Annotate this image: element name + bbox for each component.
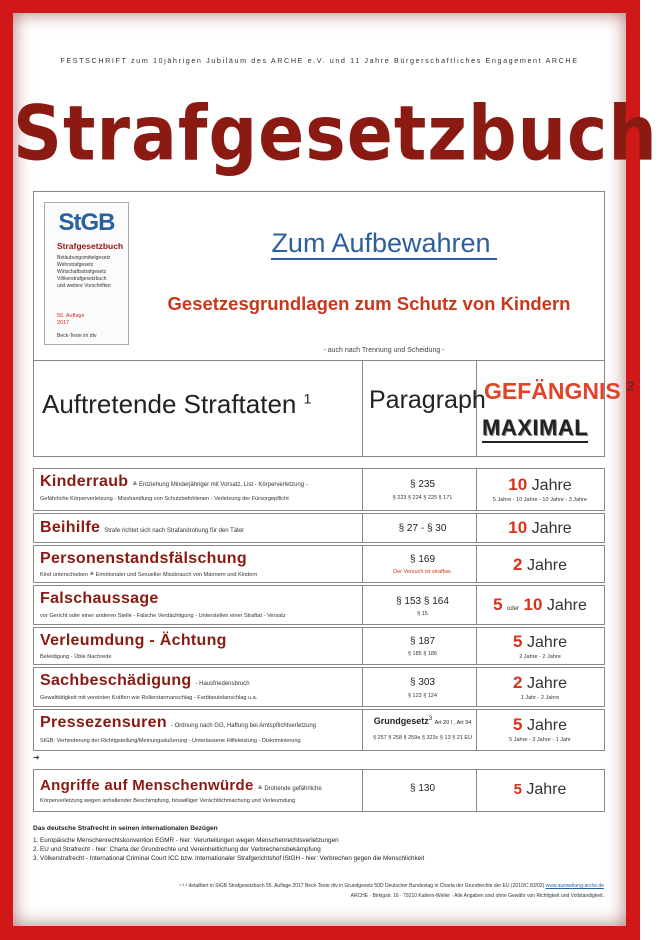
book-cover-image: [44, 202, 129, 345]
trennung-note: - auch nach Trennung und Scheidung -: [323, 347, 445, 354]
prison-years: 5 Jahre: [513, 715, 567, 734]
offense-row-sachbeschaedigung: [33, 667, 605, 707]
main-title: Strafgesetzbuch: [13, 90, 658, 179]
offenses-column-header: Auftretende Straftaten $^1$: [42, 389, 312, 419]
offense-desc: Beleidigung - Üble Nachrede: [40, 654, 112, 660]
paragraph-sub: § 223 § 224 § 225 § 171: [392, 495, 453, 501]
offense-row-kinderraub: [33, 468, 605, 511]
poster-sheet: [13, 13, 658, 926]
paragraph: § 187: [409, 636, 436, 647]
prison-years: 10 Jahre: [508, 475, 572, 494]
paragraph-sub: Der Versuch ist strafbar.: [393, 569, 452, 575]
paragraph: § 130: [409, 783, 436, 794]
book-publisher: Beck-Texte im dtv: [57, 333, 97, 339]
offense-row-verleumdung: [33, 627, 605, 665]
prison-years-sub: 5 Jahre - 10 Jahre - 10 Jahre - 3 Jahre: [492, 497, 588, 503]
offense-name: Personenstandsfälschung: [40, 550, 247, 567]
prison-years: 2 Jahre: [513, 555, 567, 574]
prison-years: 5 Jahre: [513, 632, 567, 651]
zum-aufbewahren-heading: Zum Aufbewahren: [184, 228, 584, 259]
paragraph: Grundgesetz$^3$ Art 20 I , Art 34: [373, 716, 472, 726]
prison-years-sub: 1 Jahr - 2 Jahre: [520, 695, 560, 701]
paragraph: § 169: [409, 554, 436, 565]
subtitle: Gesetzesgrundlagen zum Schutz von Kindern: [167, 293, 571, 314]
international-title: Das deutsche Strafrecht in seinen internationalen Bezügen: [33, 825, 218, 832]
prison-years-sub: 5 Jahre - 3 Jahre - 1 Jahr: [509, 737, 571, 743]
offense-name: Angriffe auf Menschenwürde ≙ Drohende gefährliche: [40, 777, 322, 794]
book-contents: Betäubungsmittelgesetz Wehrstrafgesetz Wirtschaftsstrafgesetz Völkerstrafgesetzbuch und weitere Vorschriften: [57, 255, 111, 289]
offense-desc: Körperverletzung wegen anhaltender Beschimpfung, böswilliger Verächtlichmachung und Verleumdung: [40, 798, 296, 804]
offense-row-pressezensuren: [33, 709, 605, 751]
website-link[interactable]: www.ausweitung-arche.de: [545, 883, 604, 889]
offense-name: Kinderraub ≙ Entziehung Minderjähriger mit Vorsatz, List - Körperverletzung -: [40, 473, 308, 490]
prison-years: 10 Jahre: [508, 518, 572, 537]
offense-name: Pressezensuren - Ordnung nach GG, Haftung bei Amtspflichtverletzung: [40, 714, 317, 731]
paragraph-sub: § 185 § 186: [407, 651, 438, 657]
prison-years: 5 Jahre: [513, 781, 567, 798]
offense-desc: Gefährliche Körperverletzung - Misshandlung von Schutzbefohlenen - Verletzung der Fürsorgepflicht: [40, 496, 289, 502]
maximal-label: MAXIMAL: [482, 415, 588, 443]
book-title: Strafgesetzbuch: [57, 241, 124, 251]
stgb-logo: StGB: [58, 209, 115, 236]
paragraph: § 303: [409, 677, 436, 688]
offense-name: Verleumdung - Ächtung: [40, 632, 227, 649]
paragraph-sub: § 15: [417, 611, 428, 617]
offense-desc: vor Gericht oder einer anderen Stelle - Falsche Verdächtigung - Unterstellen einer Straftat - Versatz: [40, 613, 286, 619]
arrow-icon: ➔: [33, 753, 40, 762]
international-item: 1. Europäische Menschenrechtskonvention EGMR - hier: Verurteilungen wegen Menschenrechtsverletzungen: [33, 837, 339, 844]
offense-name: Sachbeschädigung - Hausfriedensbruch: [40, 672, 250, 689]
paragraph: § 153 § 164: [396, 596, 449, 607]
international-item: 3. Völkerstrafrecht - International Criminal Court ICC bzw. Internationaler Strafgerichtshof IStGH - hier: Verbrechen gegen die Menschlichkeit: [33, 855, 425, 862]
column-header-row: [33, 361, 635, 457]
paragraph-column-header: Paragraph: [369, 386, 486, 414]
paragraph-sub: § 257 § 258 § 259a § 323c § 13 § 21 EU: [372, 735, 473, 741]
offense-name: Falschaussage: [40, 590, 159, 607]
footnote-sources: ¹ ² ³ detailliert in StGB Strafgesetzbuch 55. Auflage 2017 Beck-Texte dtv in Grundgesetz 50D Deutscher Bundestag in Charta der Grundrechte der EU (2010/C 83/02) www.ausweitung-arche.de: [179, 883, 604, 889]
international-item: 2. EU und Strafrecht - hier: Charta der Grundrechte und Vereinheitlichung der Verbrechensbekämpfung: [33, 846, 321, 853]
paragraph: § 27 - § 30: [398, 523, 447, 534]
paragraph: § 235: [409, 479, 436, 490]
prison-years-sub: 2 Jahre - 2 Jahre: [519, 654, 561, 660]
header-box: [33, 191, 605, 361]
footnote-address: ARCHE · Birkigstr. 16 · 79210 Kaltern-Weiler · Alle Angaben sind ohne Gewähr von Richtigkeit und Vollständigkeit.: [350, 893, 604, 899]
book-edition: 55. Auflage 2017: [57, 313, 85, 326]
offense-name: Beihilfe Strafe richtet sich nach Strafandrohung für den Täter: [40, 519, 245, 536]
prison-years: 2 Jahre: [513, 673, 567, 692]
offense-row-personenstand: [33, 545, 605, 583]
offense-row-beihilfe: [33, 513, 605, 543]
offense-desc: StGB: Verhinderung der Richtigstellung/Meinungsäußerung - Unterlassene Hilfeleistung - Diskriminierung: [40, 738, 301, 744]
prison-years: 5 oder 10 Jahre: [493, 595, 587, 614]
offense-desc: Gewalttätigkeit mit vereinten Kräften wie Rollerstarmanschlag - Farbbeutelanschlag u.a.: [40, 695, 258, 701]
prison-column-header: GEFÄNGNIS $^2$: [484, 378, 635, 404]
offense-row-falschaussage: [33, 585, 605, 625]
offense-row-angriffe: [33, 769, 605, 812]
paragraph-sub: § 123 § 124: [407, 693, 438, 699]
festschrift-line: FESTSCHRIFT zum 10jährigen Jubiläum des ARCHE e.V. und 11 Jahre Bürgerschaftliches Engagement ARCHE: [60, 56, 579, 65]
offense-desc: Kind unterschieben ≙ Emotionaler und Sexueller Missbrauch von Männern und Kindern: [40, 572, 258, 578]
